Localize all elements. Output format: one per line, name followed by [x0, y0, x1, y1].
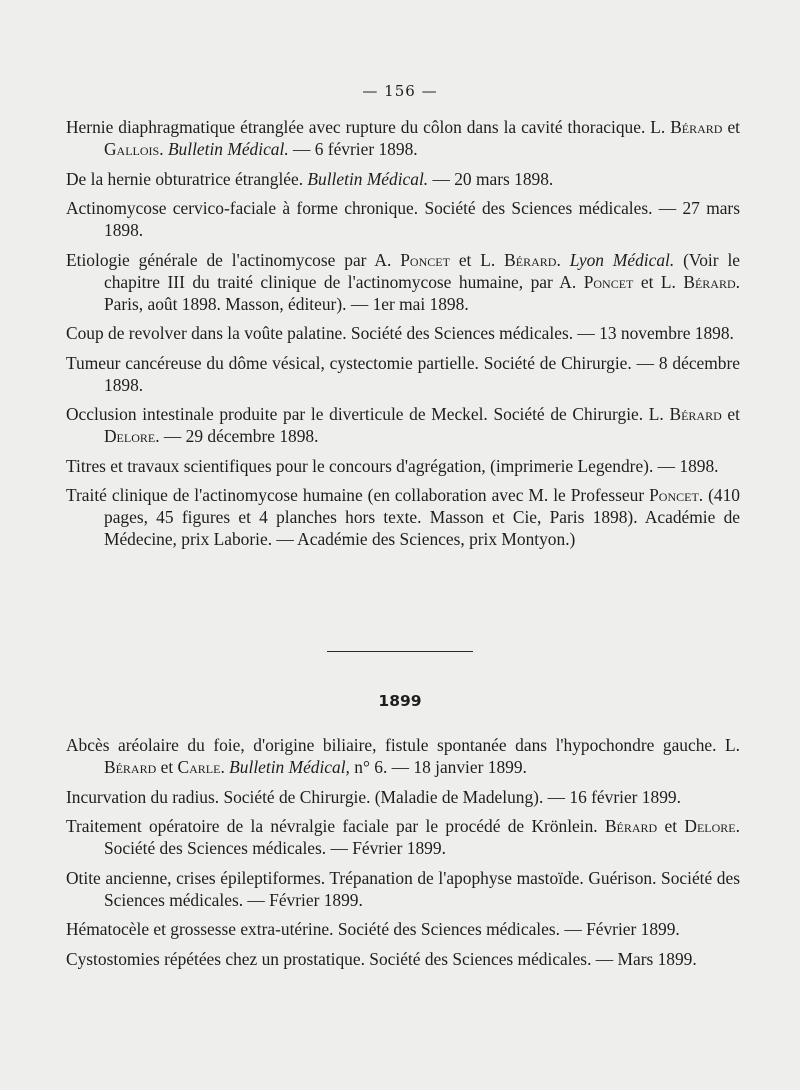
entry-text-segment: Etiologie générale de l'actinomycose par A. — [66, 249, 401, 270]
entry-text-segment: . Paris, août 1898. Masson, éditeur). — — [104, 271, 740, 314]
entry-text-segment: Coup de revolver dans la voûte palatine. Société des Sciences médicales. — 13 novembre 1898. — [66, 323, 734, 343]
entry-text-segment: et — [722, 117, 740, 137]
bibliography-entry — [66, 918, 740, 940]
entry-text-segment: et L. — [633, 271, 684, 292]
entry-text-segment: et — [721, 404, 740, 424]
entry-text-segment: et — [156, 757, 178, 777]
entry-text-segment: Actinomycose cervico-faciale à forme chronique. Société des Sciences médicales. — 27 mars 1898. — [66, 198, 740, 240]
entry-text-segment: n° 6. — 18 janvier 1899. — [349, 757, 527, 777]
entry-text-segment: Incurvation du radius. Société de Chirurgie. (Maladie de Madelung). — 16 février 1899. — [66, 786, 681, 807]
entry-text-segment: Poncet — [400, 249, 450, 270]
bibliography-1898 — [66, 116, 740, 558]
year-heading: 1899 — [378, 692, 422, 710]
entry-text-segment: Bérard — [670, 117, 723, 137]
entry-text-segment: Titres et travaux scientifiques pour le concours d'agrégation, (imprimerie Legendre). — 1898. — [66, 455, 719, 476]
entry-text-segment: Cystostomies répétées chez un prostatique. Société des Sciences médicales. — Mars 1899. — [66, 948, 697, 969]
bibliography-entry — [66, 948, 740, 970]
bibliography-1899 — [66, 734, 740, 977]
entry-text-segment: Traitement opératoire de la névralgie faciale par le procédé de Krönlein. — [66, 816, 605, 836]
entry-text-segment: Lyon Médical. — [569, 249, 675, 270]
bibliography-entry — [66, 168, 740, 190]
entry-text-segment: Poncet — [649, 485, 699, 505]
bibliography-entry — [66, 197, 740, 241]
entry-text-segment: Otite ancienne, crises épileptiformes. Trépanation de l'apophyse mastoïde. Guérison. Société des Sciences médicales. — Février 1899. — [66, 867, 740, 910]
entry-text-segment: . (410 pages, 45 figures et 4 planches hors texte. Masson et Cie, Paris 1898). Académie de Médecine, prix Laborie. — Académie des Sciences, prix Montyon.) — [104, 485, 740, 549]
entry-text-segment: Hernie diaphragmatique étranglée avec rupture du côlon dans la cavité thoracique. L. — [66, 117, 671, 137]
entry-text-segment: et L. — [449, 249, 505, 270]
entry-text-segment: . — [556, 249, 570, 270]
entry-text-segment: Bérard — [604, 816, 658, 836]
entry-text-segment: Occlusion intestinale produite par le diverticule de Meckel. Société de Chirurgie. L. — [66, 404, 670, 424]
entry-text-segment: Abcès aréolaire du foie, d'origine biliaire, fistule spontanée dans l'hypochondre gauche. L. — [66, 735, 740, 755]
entry-text-segment: Bérard — [504, 249, 557, 270]
entry-text-segment: — 20 mars 1898. — [428, 168, 554, 189]
entry-text-segment: Tumeur cancéreuse du dôme vésical, cystectomie partielle. Société de Chirurgie. — 8 décembre 1898. — [66, 352, 740, 395]
entry-text-segment: Delore — [684, 816, 736, 836]
bibliography-entry — [66, 322, 740, 344]
entry-text-segment: Gallois — [104, 139, 160, 159]
entry-text-segment: . — 29 décembre 1898. — [155, 426, 319, 446]
entry-text-segment: De la hernie obturatrice étranglée. — [66, 168, 308, 189]
entry-text-segment: Bulletin Médical, — [229, 757, 350, 777]
entry-text-segment: (Voir le chapitre III du traité clinique de l'actinomycose humaine, par A. — [104, 249, 741, 292]
bibliography-entry — [66, 352, 740, 396]
section-divider — [327, 651, 473, 652]
bibliography-entry — [66, 815, 740, 859]
bibliography-entry — [66, 116, 740, 160]
entry-text-segment: Bérard — [104, 757, 157, 777]
entry-text-segment: — 6 février 1898. — [288, 139, 418, 159]
bibliography-entry — [66, 249, 740, 315]
bibliography-entry — [66, 403, 740, 447]
bibliography-entry — [66, 734, 740, 778]
page-number: — 156 — — [362, 82, 438, 100]
entry-text-segment: Bérard — [669, 404, 722, 424]
entry-text-segment: . Société des Sciences médicales. — Février 1899. — [104, 816, 740, 858]
entry-text-segment: Delore — [104, 426, 156, 446]
entry-text-segment: . — [220, 757, 230, 777]
bibliography-entry — [66, 786, 740, 808]
entry-text-segment: Poncet — [583, 271, 634, 292]
entry-text-segment: 1er mai 1898. — [372, 293, 469, 314]
bibliography-entry — [66, 484, 740, 550]
entry-text-segment: Bulletin Médical. — [167, 139, 289, 159]
entry-text-segment: Bérard — [683, 271, 736, 292]
entry-text-segment: Hématocèle et grossesse extra-utérine. Société des Sciences médicales. — Février 1899. — [66, 919, 680, 939]
bibliography-entry — [66, 867, 740, 911]
entry-text-segment: Traité clinique de l'actinomycose humaine (en collaboration avec M. le Professeur — [66, 485, 650, 505]
entry-text-segment: et — [657, 816, 685, 836]
bibliography-entry — [66, 455, 740, 477]
entry-text-segment: Bulletin Médical. — [307, 168, 429, 189]
entry-text-segment: Carle — [177, 757, 221, 777]
entry-text-segment: . — [159, 139, 168, 159]
